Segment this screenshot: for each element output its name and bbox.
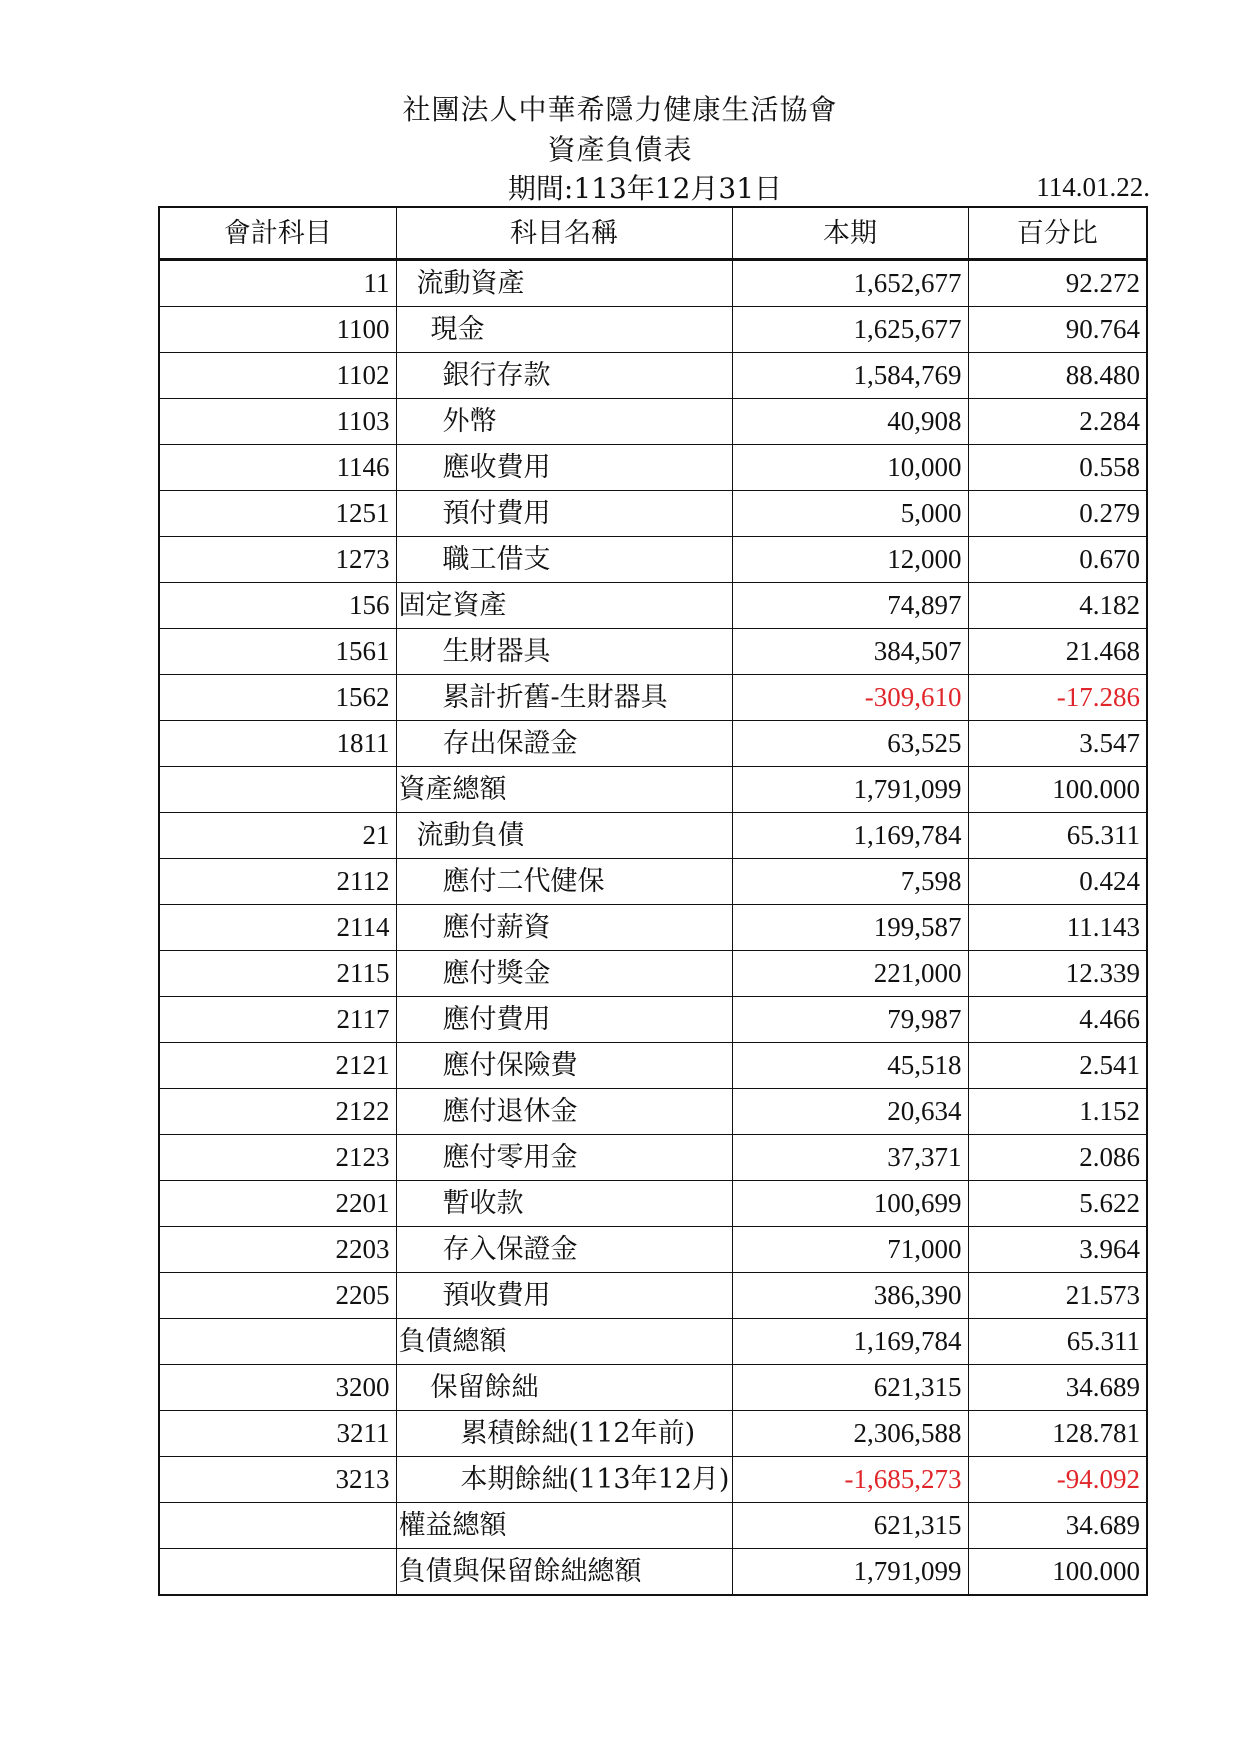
account-name-cell: 預收費用 [396,1273,732,1319]
account-name-cell: 應付薪資 [396,905,732,951]
table-row [159,1457,1147,1503]
amount-cell: 1,791,099 [732,1549,968,1596]
account-name-cell: 外幣 [396,399,732,445]
account-code-cell [159,1549,396,1596]
percent-cell: 21.573 [968,1273,1147,1319]
account-code-cell: 2121 [159,1043,396,1089]
account-name-cell: 暫收款 [396,1181,732,1227]
table-row [159,1043,1147,1089]
account-name-cell: 職工借支 [396,537,732,583]
table-header-row [159,207,1147,260]
account-name-cell: 本期餘絀(113年12月) [396,1457,732,1503]
percent-cell: 65.311 [968,1319,1147,1365]
amount-cell: 384,507 [732,629,968,675]
table-row [159,353,1147,399]
percent-cell: -17.286 [968,675,1147,721]
table-body [159,260,1147,1596]
percent-cell: 0.558 [968,445,1147,491]
percent-cell: 21.468 [968,629,1147,675]
percent-cell: 12.339 [968,951,1147,997]
table-row [159,813,1147,859]
amount-cell: 199,587 [732,905,968,951]
percent-cell: 4.466 [968,997,1147,1043]
table-row [159,997,1147,1043]
account-name-cell: 負債與保留餘絀總額 [396,1549,732,1596]
percent-cell: 2.086 [968,1135,1147,1181]
table-row [159,767,1147,813]
table-row [159,1227,1147,1273]
account-name-cell: 生財器具 [396,629,732,675]
percent-cell: 3.547 [968,721,1147,767]
account-name-cell: 銀行存款 [396,353,732,399]
amount-cell: 621,315 [732,1503,968,1549]
amount-cell: 100,699 [732,1181,968,1227]
account-code-cell: 1562 [159,675,396,721]
table-row [159,1411,1147,1457]
account-code-cell: 2201 [159,1181,396,1227]
table-row [159,951,1147,997]
amount-cell: 7,598 [732,859,968,905]
table-row [159,1365,1147,1411]
column-header-current-period: 本期 [732,207,968,260]
account-name-cell: 預付費用 [396,491,732,537]
account-name-cell: 累計折舊-生財器具 [396,675,732,721]
table-row [159,399,1147,445]
account-name-cell: 應付零用金 [396,1135,732,1181]
account-code-cell [159,767,396,813]
percent-cell: 88.480 [968,353,1147,399]
amount-cell: 386,390 [732,1273,968,1319]
account-code-cell: 2114 [159,905,396,951]
amount-cell: 221,000 [732,951,968,997]
amount-cell: 63,525 [732,721,968,767]
column-header-account-code: 會計科目 [159,207,396,260]
amount-cell: 37,371 [732,1135,968,1181]
account-code-cell [159,1319,396,1365]
percent-cell: 2.541 [968,1043,1147,1089]
amount-cell: 5,000 [732,491,968,537]
account-code-cell [159,1503,396,1549]
table-row [159,260,1147,307]
table-row [159,445,1147,491]
balance-sheet-table [158,206,1148,1596]
table-row [159,583,1147,629]
percent-cell: 65.311 [968,813,1147,859]
account-code-cell: 3211 [159,1411,396,1457]
account-code-cell: 2122 [159,1089,396,1135]
percent-cell: 100.000 [968,767,1147,813]
account-name-cell: 現金 [396,307,732,353]
amount-cell: 10,000 [732,445,968,491]
percent-cell: 1.152 [968,1089,1147,1135]
amount-cell: 1,169,784 [732,1319,968,1365]
amount-cell: 1,791,099 [732,767,968,813]
table-row [159,629,1147,675]
percent-cell: 128.781 [968,1411,1147,1457]
percent-cell: 90.764 [968,307,1147,353]
document-title: 資產負債表 [547,133,693,166]
account-code-cell: 1273 [159,537,396,583]
account-code-cell: 1103 [159,399,396,445]
table-row [159,1503,1147,1549]
table-row [159,1549,1147,1596]
amount-cell: 1,169,784 [732,813,968,859]
account-name-cell: 存出保證金 [396,721,732,767]
percent-cell: 34.689 [968,1503,1147,1549]
account-code-cell: 1102 [159,353,396,399]
account-name-cell: 存入保證金 [396,1227,732,1273]
account-name-cell: 負債總額 [396,1319,732,1365]
organization-name: 社團法人中華希隱力健康生活協會 [402,93,838,126]
amount-cell: 2,306,588 [732,1411,968,1457]
column-header-account-name: 科目名稱 [396,207,732,260]
percent-cell: 34.689 [968,1365,1147,1411]
amount-cell: 40,908 [732,399,968,445]
account-code-cell: 2117 [159,997,396,1043]
account-code-cell: 1561 [159,629,396,675]
account-code-cell: 2123 [159,1135,396,1181]
percent-cell: 11.143 [968,905,1147,951]
amount-cell: 1,652,677 [732,260,968,307]
percent-cell: 0.279 [968,491,1147,537]
amount-cell: 1,625,677 [732,307,968,353]
account-code-cell: 2115 [159,951,396,997]
percent-cell: 0.424 [968,859,1147,905]
column-header-percentage: 百分比 [968,207,1147,260]
table-row [159,537,1147,583]
percent-cell: -94.092 [968,1457,1147,1503]
table-row [159,675,1147,721]
account-name-cell: 流動負債 [396,813,732,859]
amount-cell: 71,000 [732,1227,968,1273]
table-row [159,1181,1147,1227]
account-code-cell: 156 [159,583,396,629]
amount-cell: 12,000 [732,537,968,583]
amount-cell: -1,685,273 [732,1457,968,1503]
amount-cell: 45,518 [732,1043,968,1089]
table-row [159,905,1147,951]
percent-cell: 3.964 [968,1227,1147,1273]
percent-cell: 2.284 [968,399,1147,445]
account-name-cell: 應收費用 [396,445,732,491]
amount-cell: 20,634 [732,1089,968,1135]
table-row [159,1135,1147,1181]
account-name-cell: 應付退休金 [396,1089,732,1135]
amount-cell: 621,315 [732,1365,968,1411]
account-code-cell: 1811 [159,721,396,767]
account-code-cell: 2112 [159,859,396,905]
percent-cell: 4.182 [968,583,1147,629]
account-name-cell: 權益總額 [396,1503,732,1549]
account-code-cell: 1146 [159,445,396,491]
account-name-cell: 應付費用 [396,997,732,1043]
account-code-cell: 1251 [159,491,396,537]
table-row [159,1273,1147,1319]
account-name-cell: 應付保險費 [396,1043,732,1089]
percent-cell: 92.272 [968,260,1147,307]
table-row [159,859,1147,905]
percent-cell: 5.622 [968,1181,1147,1227]
report-date: 114.01.22. [1036,172,1150,202]
amount-cell: 74,897 [732,583,968,629]
account-name-cell: 資產總額 [396,767,732,813]
account-name-cell: 固定資產 [396,583,732,629]
account-code-cell: 21 [159,813,396,859]
account-code-cell: 1100 [159,307,396,353]
account-code-cell: 3200 [159,1365,396,1411]
account-code-cell: 11 [159,260,396,307]
amount-cell: 1,584,769 [732,353,968,399]
table-row [159,1319,1147,1365]
table-row [159,491,1147,537]
report-period: 期間:113年12月31日 [507,172,783,205]
account-code-cell: 3213 [159,1457,396,1503]
account-name-cell: 保留餘絀 [396,1365,732,1411]
account-code-cell: 2203 [159,1227,396,1273]
table-row [159,307,1147,353]
percent-cell: 0.670 [968,537,1147,583]
table-row [159,1089,1147,1135]
amount-cell: 79,987 [732,997,968,1043]
account-code-cell: 2205 [159,1273,396,1319]
account-name-cell: 累積餘絀(112年前) [396,1411,732,1457]
account-name-cell: 應付獎金 [396,951,732,997]
table-row [159,721,1147,767]
amount-cell: -309,610 [732,675,968,721]
percent-cell: 100.000 [968,1549,1147,1596]
account-name-cell: 應付二代健保 [396,859,732,905]
account-name-cell: 流動資產 [396,260,732,307]
